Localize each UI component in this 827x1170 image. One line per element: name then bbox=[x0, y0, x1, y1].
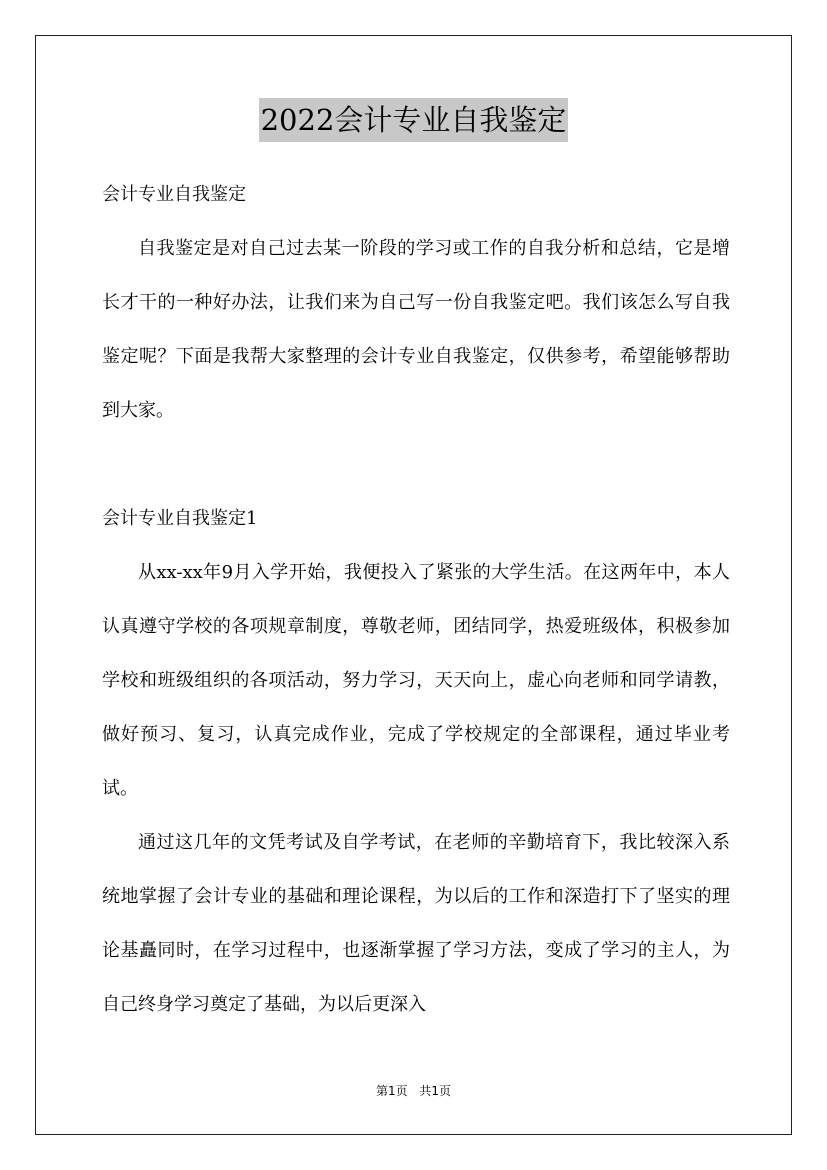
document-title: 2022会计专业自我鉴定 bbox=[259, 98, 569, 142]
section-paragraph-1: 从xx-xx年9月入学开始，我便投入了紧张的大学生活。在这两年中，本人认真遵守学校的各项规章制度，尊敬老师，团结同学，热爱班级体，积极参加学校和班级组织的各项活动，努力学习，天天向上，虚心向老师和同学请教，做好预习、复习，认真完成作业，完成了学校规定的全部课程，通过毕业考试。 bbox=[102, 562, 730, 799]
intro-heading: 会计专业自我鉴定 bbox=[102, 184, 246, 205]
section-paragraph-2: 通过这几年的文凭考试及自学考试，在老师的辛勤培育下，我比较深入系统地掌握了会计专业的基础和理论课程，为以后的工作和深造打下了坚实的理论基矗同时，在学习过程中，也逐渐掌握了学习方法，变成了学习的主人，为自己终身学习奠定了基础，为以后更深入 bbox=[102, 832, 730, 1015]
document-body bbox=[102, 168, 730, 1032]
paragraph-gap bbox=[102, 438, 730, 492]
intro-paragraph: 自我鉴定是对自己过去某一阶段的学习或工作的自我分析和总结，它是增长才干的一种好办法，让我们来为自己写一份自我鉴定吧。我们该怎么写自我鉴定呢？下面是我帮大家整理的会计专业自我鉴定，仅供参考，希望能够帮助到大家。 bbox=[102, 238, 730, 421]
section-heading: 会计专业自我鉴定1 bbox=[102, 508, 258, 529]
page-number-total: 共1页 bbox=[419, 1084, 452, 1098]
page-number-current: 第1页 bbox=[375, 1084, 408, 1098]
page-footer bbox=[0, 1081, 827, 1101]
title-container bbox=[0, 98, 827, 142]
